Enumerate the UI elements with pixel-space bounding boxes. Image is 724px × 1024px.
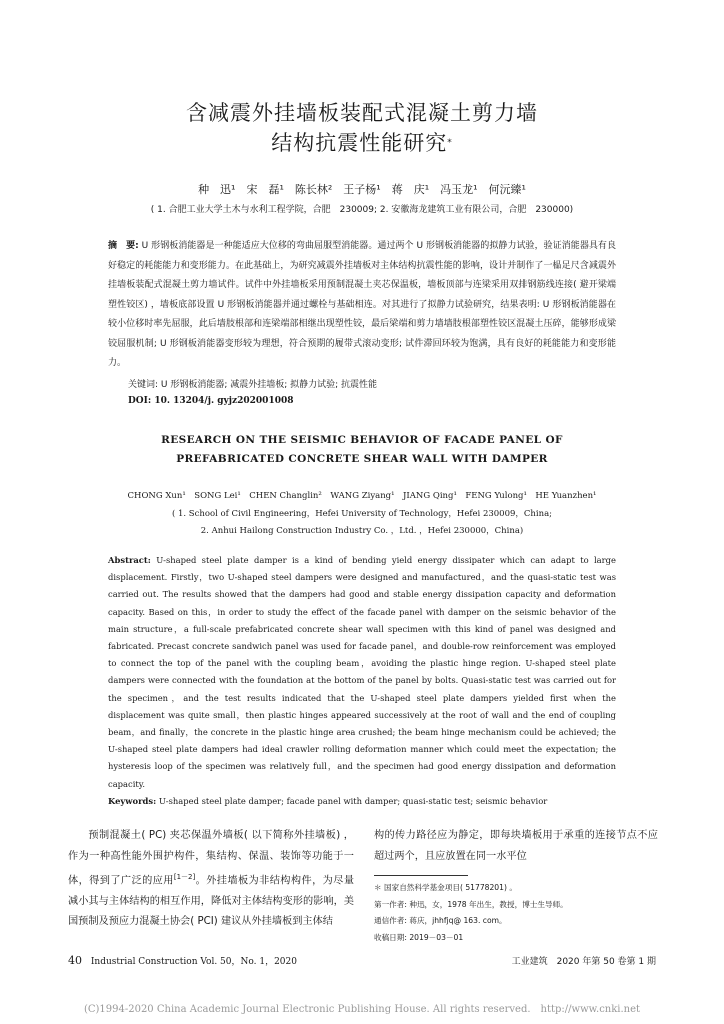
title-cn-line2 — [0, 128, 724, 158]
keywords-en-label: Keywords: — [108, 796, 157, 806]
footnote-divider — [374, 875, 468, 876]
abstract-en-label: Abstract: — [108, 555, 151, 565]
affiliation-en-line1: ( 1. School of Civil Engineering，Hefei University of Technology，Hefei 230009，China; — [171, 509, 553, 519]
body-left-text-1: 预制混凝土( PC) 夹芯保温外墙板( 以下简称外挂墙板) ，作为一种高性能外围护构件，集结构、保温、装饰等功能于一体，得到了广泛的应用 — [68, 830, 354, 887]
title-en-line1: RESEARCH ON THE SEISMIC BEHAVIOR OF FACADE PANEL OF — [161, 434, 563, 446]
affiliation-en-line2: 2. Anhui Hailong Construction Industry Co. ，Ltd. ，Hefei 230000，China) — [200, 526, 524, 536]
title-en — [0, 431, 724, 469]
abstract-cn-label: 摘 要: — [108, 241, 139, 251]
abstract-cn-text: U 形钢板消能器是一种能适应大位移的弯曲屈服型消能器。通过两个 U 形钢板消能器的拟静力试验，验证消能器具有良好稳定的耗能能力和变形能力。在此基础上，为研究减震外挂墙板对主体结构抗震性能的影响，设计并制作了一榀足尺含减震外挂墙板装配式混凝土剪力墙试件。试件中外挂墙板采用预制混凝土夹芯保温板，墙板顶部与连梁采用双排钢筋线连接( 避开梁端塑性铰区) ，墙板底部设置 U 形钢板消能器并通过螺栓与基础相连。对其进行了拟静力试验研究，结果表明: U 形钢板消能器在较小位移时率先屈服，此后墙肢根部和连梁端部相继出现塑性铰，最后梁端和剪力墙墙肢根部塑性铰区混凝土压碎，能够形成梁铰屈服机制; U 形钢板消能器变形较为理想，符合预期的履带式滚动变形; 试件滞回环较为饱满，具有良好的耗能能力和变形能力。 — [108, 241, 616, 368]
title-cn-line2-text: 结构抗震性能研究 — [271, 131, 448, 155]
footnote-first-author: 第一作者: 种迅，女，1978 年出生，教授，博士生导师。 — [374, 899, 568, 909]
title-cn — [0, 98, 724, 158]
title-footnote-mark: * — [447, 138, 453, 148]
footer-left — [68, 954, 297, 967]
affiliation-en — [0, 506, 724, 540]
body-left-text-2: 。外挂墙板为非结构构件，为尽量减小其与主体结构的相互作用，降低对主体结构变形的影响，美国预制及预应力混凝土协会( PCI) 建议从外挂墙板到主体结 — [68, 875, 355, 928]
page-number: 40 — [68, 954, 82, 967]
keywords-en-text: U-shaped steel plate damper; facade panel with damper; quasi-static test; seismic behavior — [158, 796, 548, 806]
footnotes — [374, 880, 664, 946]
footnote-received: 收稿日期: 2019－03－01 — [374, 932, 464, 942]
doi-label: DOI: — [128, 396, 152, 406]
abstract-cn — [108, 237, 616, 374]
footnote-corresponding: 通信作者: 蒋庆，jhhfjq@ 163. com。 — [374, 916, 507, 926]
body-right-column: 构的传力路径应为静定，即每块墙板用于承重的连接节点不应超过两个，且应放置在同一水平位 — [374, 830, 658, 862]
abstract-en — [108, 552, 616, 793]
title-en-line2: PREFABRICATED CONCRETE SHEAR WALL WITH DAMPER — [176, 453, 548, 465]
title-cn-line1: 含减震外挂墙板装配式混凝土剪力墙 — [186, 101, 538, 125]
journal-cn: 工业建筑 2020 年第 50 卷第 1 期 — [511, 957, 656, 967]
doi-value: 10. 13204/j. gyjz202001008 — [154, 396, 294, 406]
copyright-watermark: (C)1994-2020 China Academic Journal Electronic Publishing House. All rights reserved. http://www.cnki.net — [83, 1004, 641, 1015]
citation-ref[interactable]: [1－2] — [173, 873, 196, 881]
affiliation-cn: ( 1. 合肥工业大学土木与水利工程学院，合肥 230009; 2. 安徽海龙建筑工业有限公司，合肥 230000) — [150, 205, 574, 215]
keywords-en — [108, 796, 616, 806]
journal-en: Industrial Construction Vol. 50，No. 1，2020 — [90, 957, 297, 967]
keywords-cn-label: 关键词: — [128, 380, 159, 390]
keywords-cn — [128, 377, 377, 390]
doi — [128, 396, 294, 406]
footnote-fund: ＊ 国家自然科学基金项目( 51778201) 。 — [374, 883, 517, 892]
abstract-en-text: U-shaped steel plate damper is a kind of bending yield energy dissipater which can adapt to large displacement. Firstly，two U-shaped steel dampers were designed and manufactured，and the quasi-static test was carried out. The results showed that the dampers had good and stable energy dissipation capacity and deformation capacity. Based on this，in order to study the effect of the facade panel with damper on the seismic behavior of the main structure，a full-scale prefabricated concrete shear wall specimen with this kind of panel was designed and fabricated. Precast concrete sandwich panel was used for facade panel，and double-row reinforcement was employed to connect the top of the panel with the coupling beam，avoiding the plastic hinge region. U-shaped steel plate dampers were connected with the foundation at the bottom of the panel by bolts. Quasi-static test was carried out for the specimen，and the test results indicated that the U-shaped steel plate dampers yielded first when the displacement was quite small，then plastic hinges appeared successively at the root of wall and the end of coupling beam，and finally，the concrete in the plastic hinge area crushed; the beam hinge mechanism could be achieved; the U-shaped steel plate dampers had ideal crawler rolling deformation manner which could meet the expectation; the hysteresis loop of the specimen was relatively full，and the specimen had good energy dissipation and deformation capacity. — [108, 555, 616, 789]
body-left-column — [68, 826, 354, 933]
keywords-cn-text: U 形钢板消能器; 减震外挂墙板; 拟静力试验; 抗震性能 — [160, 380, 378, 390]
authors-en: CHONG Xun¹ SONG Lei¹ CHEN Changlin² WANG Ziyang¹ JIANG Qing¹ FENG Yulong¹ HE Yuanzhen¹ — [127, 491, 597, 501]
authors-cn: 种 迅¹ 宋 磊¹ 陈长林² 王子杨¹ 蒋 庆¹ 冯玉龙¹ 何沅臻¹ — [198, 183, 526, 196]
